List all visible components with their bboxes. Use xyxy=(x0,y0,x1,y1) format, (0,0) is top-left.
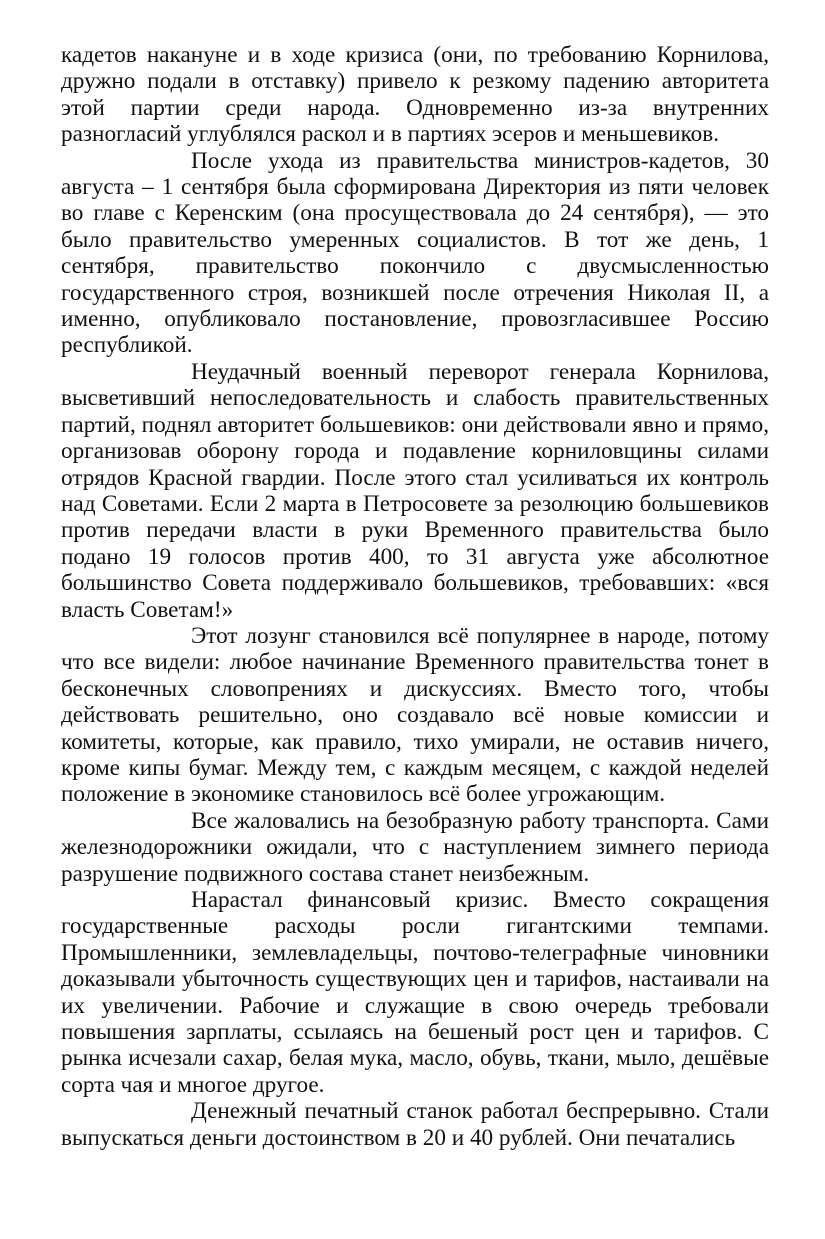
paragraph-1: кадетов накануне и в ходе кризиса (они, по требованию Корнилова, дружно подали в отставку) привело к резкому падению авторитета этой партии среди народа. Одновременно из-за внутренних разногласий углублялся раскол и в партиях эсеров и меньшевиков. xyxy=(61,42,769,148)
paragraph-7: Денежный печатный станок работал беспрерывно. Стали выпускаться деньги достоинством в 20 и 40 рублей. Они печатались xyxy=(61,1098,769,1151)
paragraph-5: Все жаловались на безобразную работу транспорта. Сами железнодорожники ожидали, что с наступлением зимнего периода разрушение подвижного состава станет неизбежным. xyxy=(61,807,769,887)
document-page xyxy=(61,42,769,1151)
paragraph-6: Нарастал финансовый кризис. Вместо сокращения государственные расходы росли гигантскими темпами. Промышленники, землевладельцы, почтово-телеграфные чиновники доказывали убыточность существующих цен и тарифов, настаивали на их увеличении. Рабочие и служащие в свою очередь требовали повышения зарплаты, ссылаясь на бешеный рост цен и тарифов. С рынка исчезали сахар, белая мука, масло, обувь, ткани, мыло, дешёвые сорта чая и многое другое. xyxy=(61,887,769,1098)
paragraph-4: Этот лозунг становился всё популярнее в народе, потому что все видели: любое начинание Временного правительства тонет в бесконечных словопрениях и дискуссиях. Вместо того, чтобы действовать решительно, оно создавало всё новые комиссии и комитеты, которые, как правило, тихо умирали, не оставив ничего, кроме кипы бумаг. Между тем, с каждым месяцем, с каждой неделей положение в экономике становилось всё более угрожающим. xyxy=(61,622,769,808)
paragraph-2: После ухода из правительства министров-кадетов, 30 августа – 1 сентября была сформирована Директория из пяти человек во главе с Керенским (она просуществовала до 24 сентября), — это было правительство умеренных социалистов. В тот же день, 1 сентября, правительство покончило с двусмысленностью государственного строя, возникшей после отречения Николая II, а именно, опубликовало постановление, провозгласившее Россию республикой. xyxy=(61,147,769,359)
paragraph-3: Неудачный военный переворот генерала Корнилова, высветивший непоследовательность и слабость правительственных партий, поднял авторитет большевиков: они действовали явно и прямо, организовав оборону города и подавление корниловщины силами отрядов Красной гвардии. После этого стал усиливаться их контроль над Советами. Если 2 марта в Петросовете за резолюцию большевиков против передачи власти в руки Временного правительства было подано 19 голосов против 400, то 31 августа уже абсолютное большинство Совета поддерживало большевиков, требовавших: «вся власть Советам!» xyxy=(61,358,769,623)
